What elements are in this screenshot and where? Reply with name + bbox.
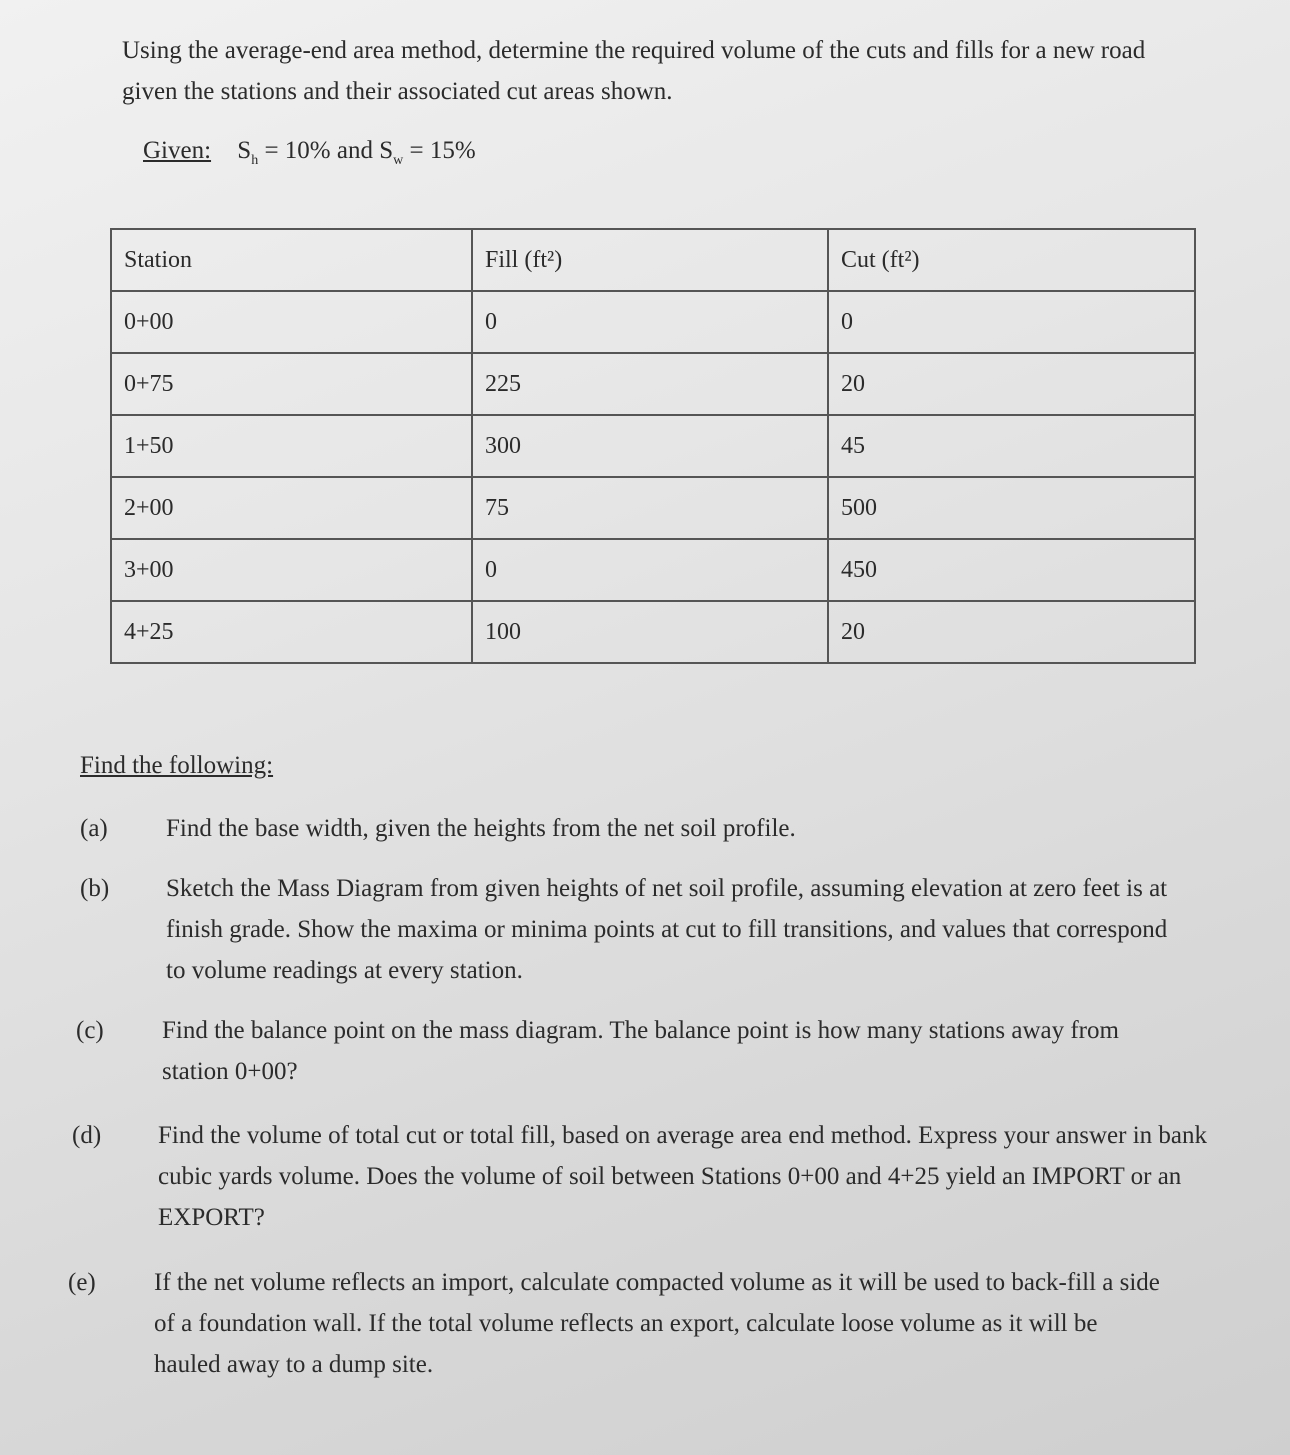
cell-fill: 0	[472, 539, 828, 601]
cell-cut: 20	[828, 353, 1195, 415]
cell-cut: 500	[828, 477, 1195, 539]
given-text-1: = 10% and	[258, 137, 380, 164]
question-d	[72, 1115, 1222, 1240]
question-text: Sketch the Mass Diagram from given heights of net soil profile, assuming elevation at zero feet is at finish grade. Show the maxima or minima points at cut to fill transitions, and values that correspond to volume readings at every station.	[166, 875, 1168, 984]
cell-fill: 0	[472, 291, 828, 353]
question-a	[80, 808, 1190, 850]
header-fill: Fill (ft²)	[472, 229, 828, 291]
question-b	[80, 868, 1190, 993]
cell-station: 1+50	[111, 415, 472, 477]
table-row	[111, 353, 1195, 415]
cell-station: 0+75	[111, 353, 472, 415]
table-row	[111, 539, 1195, 601]
cell-station: 2+00	[111, 477, 472, 539]
find-following-heading: Find the following:	[80, 752, 274, 779]
header-station: Station	[111, 229, 472, 291]
problem-intro: Using the average-end area method, determine the required volume of the cuts and fills for a new road given the stations and their associated cut areas shown.	[122, 37, 1146, 105]
question-text: Find the balance point on the mass diagram. The balance point is how many stations away from station 0+00?	[162, 1017, 1119, 1085]
question-e	[68, 1262, 1218, 1387]
header-cut: Cut (ft²)	[828, 229, 1195, 291]
cell-station: 0+00	[111, 291, 472, 353]
given-text-2: = 15%	[403, 137, 476, 164]
swell-shrink-s-w: $S_w$	[379, 137, 404, 168]
swell-shrink-s-h: $S_h$	[237, 137, 259, 168]
question-label: (a)	[80, 815, 108, 842]
cell-station: 3+00	[111, 539, 472, 601]
cell-fill: 75	[472, 477, 828, 539]
question-label: (c)	[76, 1017, 104, 1044]
cell-fill: 225	[472, 353, 828, 415]
question-label: (e)	[68, 1269, 96, 1296]
station-area-table	[110, 228, 1196, 664]
table-row	[111, 477, 1195, 539]
cell-fill: 300	[472, 415, 828, 477]
given-label: Given:	[143, 137, 212, 164]
question-c	[76, 1010, 1186, 1095]
given-line	[143, 137, 476, 169]
question-text: If the net volume reflects an import, calculate compacted volume as it will be used to back-fill a side of a foundation wall. If the total volume reflects an export, calculate loose volume as it will be hauled away to a dump site.	[154, 1269, 1160, 1378]
question-text: Find the volume of total cut or total fill, based on average area end method. Express your answer in bank cubic yards volume. Does the volume of soil between Stations 0+00 and 4+25 yield an IMPORT or an EXPORT?	[158, 1122, 1207, 1231]
table-row	[111, 415, 1195, 477]
cell-cut: 0	[828, 291, 1195, 353]
question-label: (b)	[80, 875, 110, 902]
table-row	[111, 601, 1195, 663]
table-row	[111, 291, 1195, 353]
cell-station: 4+25	[111, 601, 472, 663]
cell-fill: 100	[472, 601, 828, 663]
cell-cut: 20	[828, 601, 1195, 663]
cell-cut: 450	[828, 539, 1195, 601]
question-label: (d)	[72, 1122, 102, 1149]
cell-cut: 45	[828, 415, 1195, 477]
question-text: Find the base width, given the heights from the net soil profile.	[166, 815, 796, 842]
table-header-row	[111, 229, 1195, 291]
